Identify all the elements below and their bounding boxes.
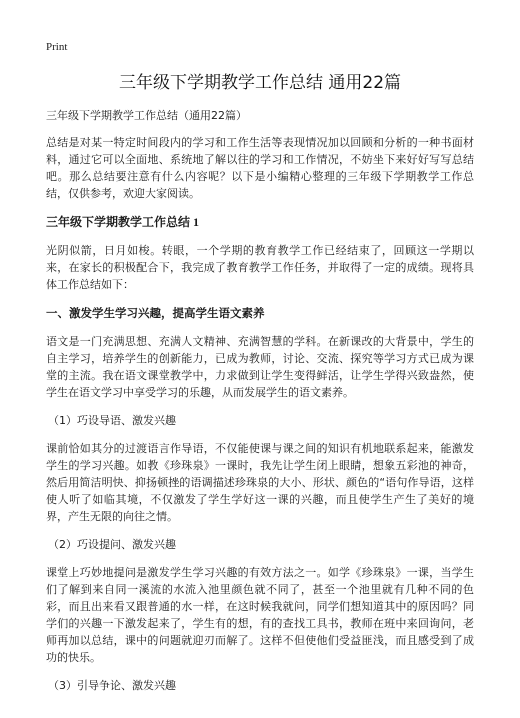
subheading-item-2: （2）巧设提问、激发兴趣 (48, 538, 176, 551)
section-intro-paragraph: 光阴似箭，日月如梭。转眼，一个学期的教育教学工作已经结束了，回顾这一学期以来，在家长的积极配合下，我完成了教育教学工作任务，并取得了一定的成绩。现将具体工作总结如下： (46, 244, 474, 291)
item-1-paragraph: 课前恰如其分的过渡语言作导语，不仅能使课与课之间的知识有机地联系起来，能激发学生的学习兴趣。如教《珍珠泉》一课时，我先让学生闭上眼睛，想象五彩池的神奇，然后用简洁明快、抑扬顿挫的语调描述珍珠泉的大小、形状、颜色的“语句作导语，这样使人听了如临其境，不仅激发了学生学好这一课的兴趣，而且使学生产生了美好的境界，产生无限的向往之情。 (46, 442, 474, 523)
subheading-item-1: （1）巧设导语、激发兴趣 (48, 414, 176, 427)
subheading-item-3: （3）引导争论、激发兴趣 (48, 679, 176, 692)
section-heading: 三年级下学期教学工作总结 1 (46, 215, 200, 229)
document-subtitle: 三年级下学期教学工作总结（通用22篇） (46, 109, 247, 122)
page-title: 三年级下学期教学工作总结 通用22篇 (118, 73, 402, 93)
intro-paragraph: 总结是对某一特定时间段内的学习和工作生活等表现情况加以回顾和分析的一种书面材料，通过它可以全面地、系统地了解以往的学习和工作情况，不妨坐下来好好写写总结吧。那么总结要注意有什么内容呢？以下是小编精心整理的三年级下学期教学工作总结，仅供参考，欢迎大家阅读。 (46, 136, 474, 200)
part-paragraph: 语文是一门充满思想、充满人文精神、充满智慧的学科。在新课改的大背景中，学生的自主学习，培养学生的创新能力，已成为教师，讨论、交流、探究等学习方式已成为课堂的主流。我在语文课堂教学中，力求做到让学生变得鲜活，让学生学得兴致盎然，使学生在语文学习中享受学习的乐趣，从而发展学生的语文素养。 (46, 335, 474, 399)
item-2-paragraph: 课堂上巧妙地提问是激发学生学习兴趣的有效方法之一。如学《珍珠泉》一课，当学生们了解到来自同一溪流的水流入池里颜色就不同了，甚至一个池里就有几种不同的色彩，而且出来看又跟普通的水一样，在这时候我就问，同学们想知道其中的原因吗？同学们的兴趣一下激发起来了，学生有的想，有的查找工具书，教师在班中来回询问，老师再加以总结，课中的问题就迎刃而解了。这样不但使他们受益匪浅，而且感受到了成功的快乐。 (46, 566, 474, 664)
part-heading: 一、激发学生学习兴趣，提高学生语文素养 (46, 306, 265, 320)
print-link[interactable]: Print (46, 41, 68, 53)
